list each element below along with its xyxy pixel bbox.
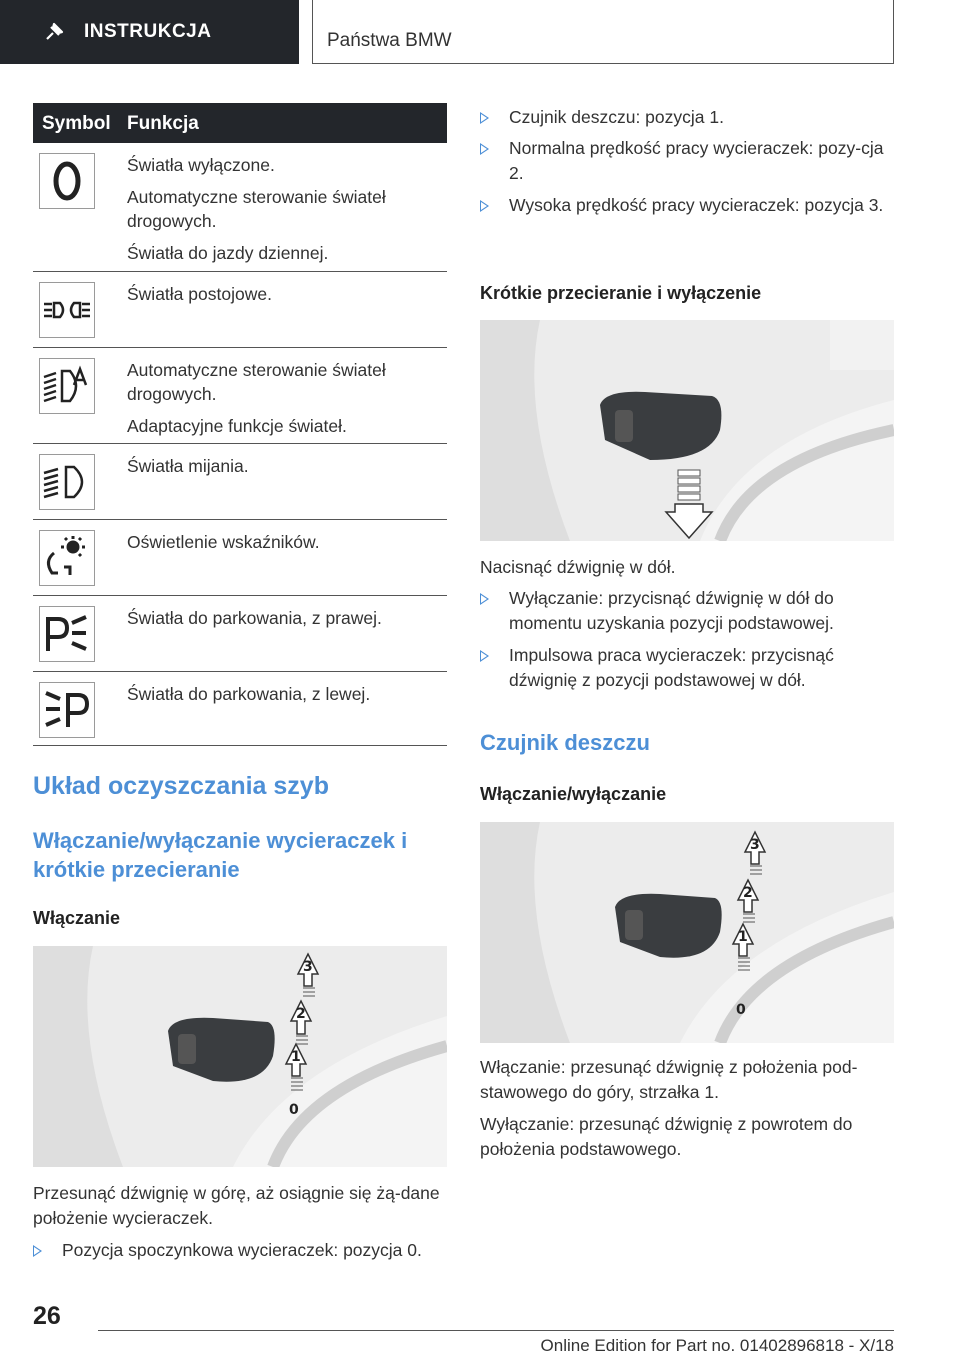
figure-label: 3 [750,837,760,853]
figure-label: 3 [303,959,313,975]
bullet-triangle-icon [480,593,489,605]
figure-label: 0 [289,1102,299,1118]
function-text: Światła wyłączone. [127,155,275,175]
paragraph: Wyłączanie: przesunąć dźwignię z powrotem do położenia podstawowego. [480,1114,853,1159]
section-tab[interactable] [0,0,299,64]
function-text: Adaptacyjne funkcje świateł. [127,416,347,436]
header-title: Państwa BMW [327,30,452,51]
page-number: 26 [33,1302,61,1330]
figure-label: 1 [738,929,748,945]
function-text: Światła postojowe. [127,284,272,304]
heading-wiper-onoff: Włączanie/wyłączanie wycieraczek i krótkie przecieranie [33,828,408,882]
figure-label: 0 [736,1002,746,1018]
table-row [33,272,447,348]
wiper-lever-figure [33,946,447,1167]
instrument-lighting-icon [39,530,95,586]
paragraph: Nacisnąć dźwignię w dół. [480,557,676,577]
bullet-triangle-icon [480,143,489,155]
table-row [33,444,447,520]
heading-on-off: Włączanie/wyłączanie [480,784,667,804]
table-row [33,672,447,746]
heading-wiper-system: Układ oczyszczania szyb [33,772,329,800]
bullet-triangle-icon [480,112,489,124]
bullet-item [480,105,894,130]
figure-label: 2 [743,885,753,901]
function-text: Światła do parkowania, z prawej. [127,608,382,628]
parking-lights-icon [39,282,95,338]
parking-right-icon [39,606,95,662]
table-row [33,348,447,444]
table-row [33,596,447,672]
function-text: Automatyczne sterowanie świateł drogowych. [127,360,386,404]
bullet-item [33,1238,447,1263]
bullet-triangle-icon [480,650,489,662]
paragraph: Przesunąć dźwignię w górę, aż osiągnie się żą‐dane położenie wycieraczek. [33,1183,440,1228]
bullet-item [480,136,894,186]
table-row [33,143,447,272]
bullet-triangle-icon [33,1245,42,1257]
figure-label: 2 [296,1006,306,1022]
heading-rain-sensor: Czujnik deszczu [480,730,650,755]
function-text: Światła mijania. [127,456,249,476]
bullet-text: Impulsowa praca wycieraczek: przycisnąć dźwignię z pozycji podstawowej w dół. [509,645,834,690]
function-text: Oświetlenie wskaźników. [127,532,320,552]
bullet-text: Wyłączanie: przycisnąć dźwignię w dół do momentu uzyskania pozycji podstawowej. [509,588,834,633]
wiper-press-figure [480,320,894,541]
bullet-item [480,643,894,693]
bullet-text: Normalna prędkość pracy wycieraczek: pozy‐cja 2. [509,138,884,183]
auto-headlight-icon [39,358,95,414]
pin-icon [44,22,64,42]
bullet-text: Pozycja spoczynkowa wycieraczek: pozycja 0. [62,1240,422,1260]
bullet-text: Wysoka prędkość pracy wycieraczek: pozycja 3. [509,195,884,215]
col-symbol: Symbol [42,113,111,134]
bullet-triangle-icon [480,200,489,212]
figure-label: 1 [291,1049,301,1065]
low-beam-icon [39,454,95,510]
heading-switch-on: Włączanie [33,908,121,928]
function-text: Światła do jazdy dziennej. [127,243,329,263]
col-function: Funkcja [127,113,199,134]
table-row [33,520,447,596]
section-label: INSTRUKCJA [84,21,212,42]
light-off-icon [39,153,95,209]
paragraph: Włączanie: przesunąć dźwignię z położenia pod‐stawowego do góry, strzałka 1. [480,1057,858,1102]
parking-left-icon [39,682,95,738]
bullet-item [480,193,894,218]
bullet-text: Czujnik deszczu: pozycja 1. [509,107,724,127]
heading-short-wipe: Krótkie przecieranie i wyłączenie [480,283,762,303]
symbol-table-header [33,103,447,143]
function-text: Automatyczne sterowanie świateł drogowych. [127,187,386,231]
footer-divider [98,1330,894,1331]
header-title-box [312,0,894,64]
function-text: Światła do parkowania, z lewej. [127,684,371,704]
rain-sensor-figure [480,822,894,1043]
bullet-item [480,586,894,636]
footer-edition: Online Edition for Part no. 01402896818 - X/18 [540,1336,894,1355]
